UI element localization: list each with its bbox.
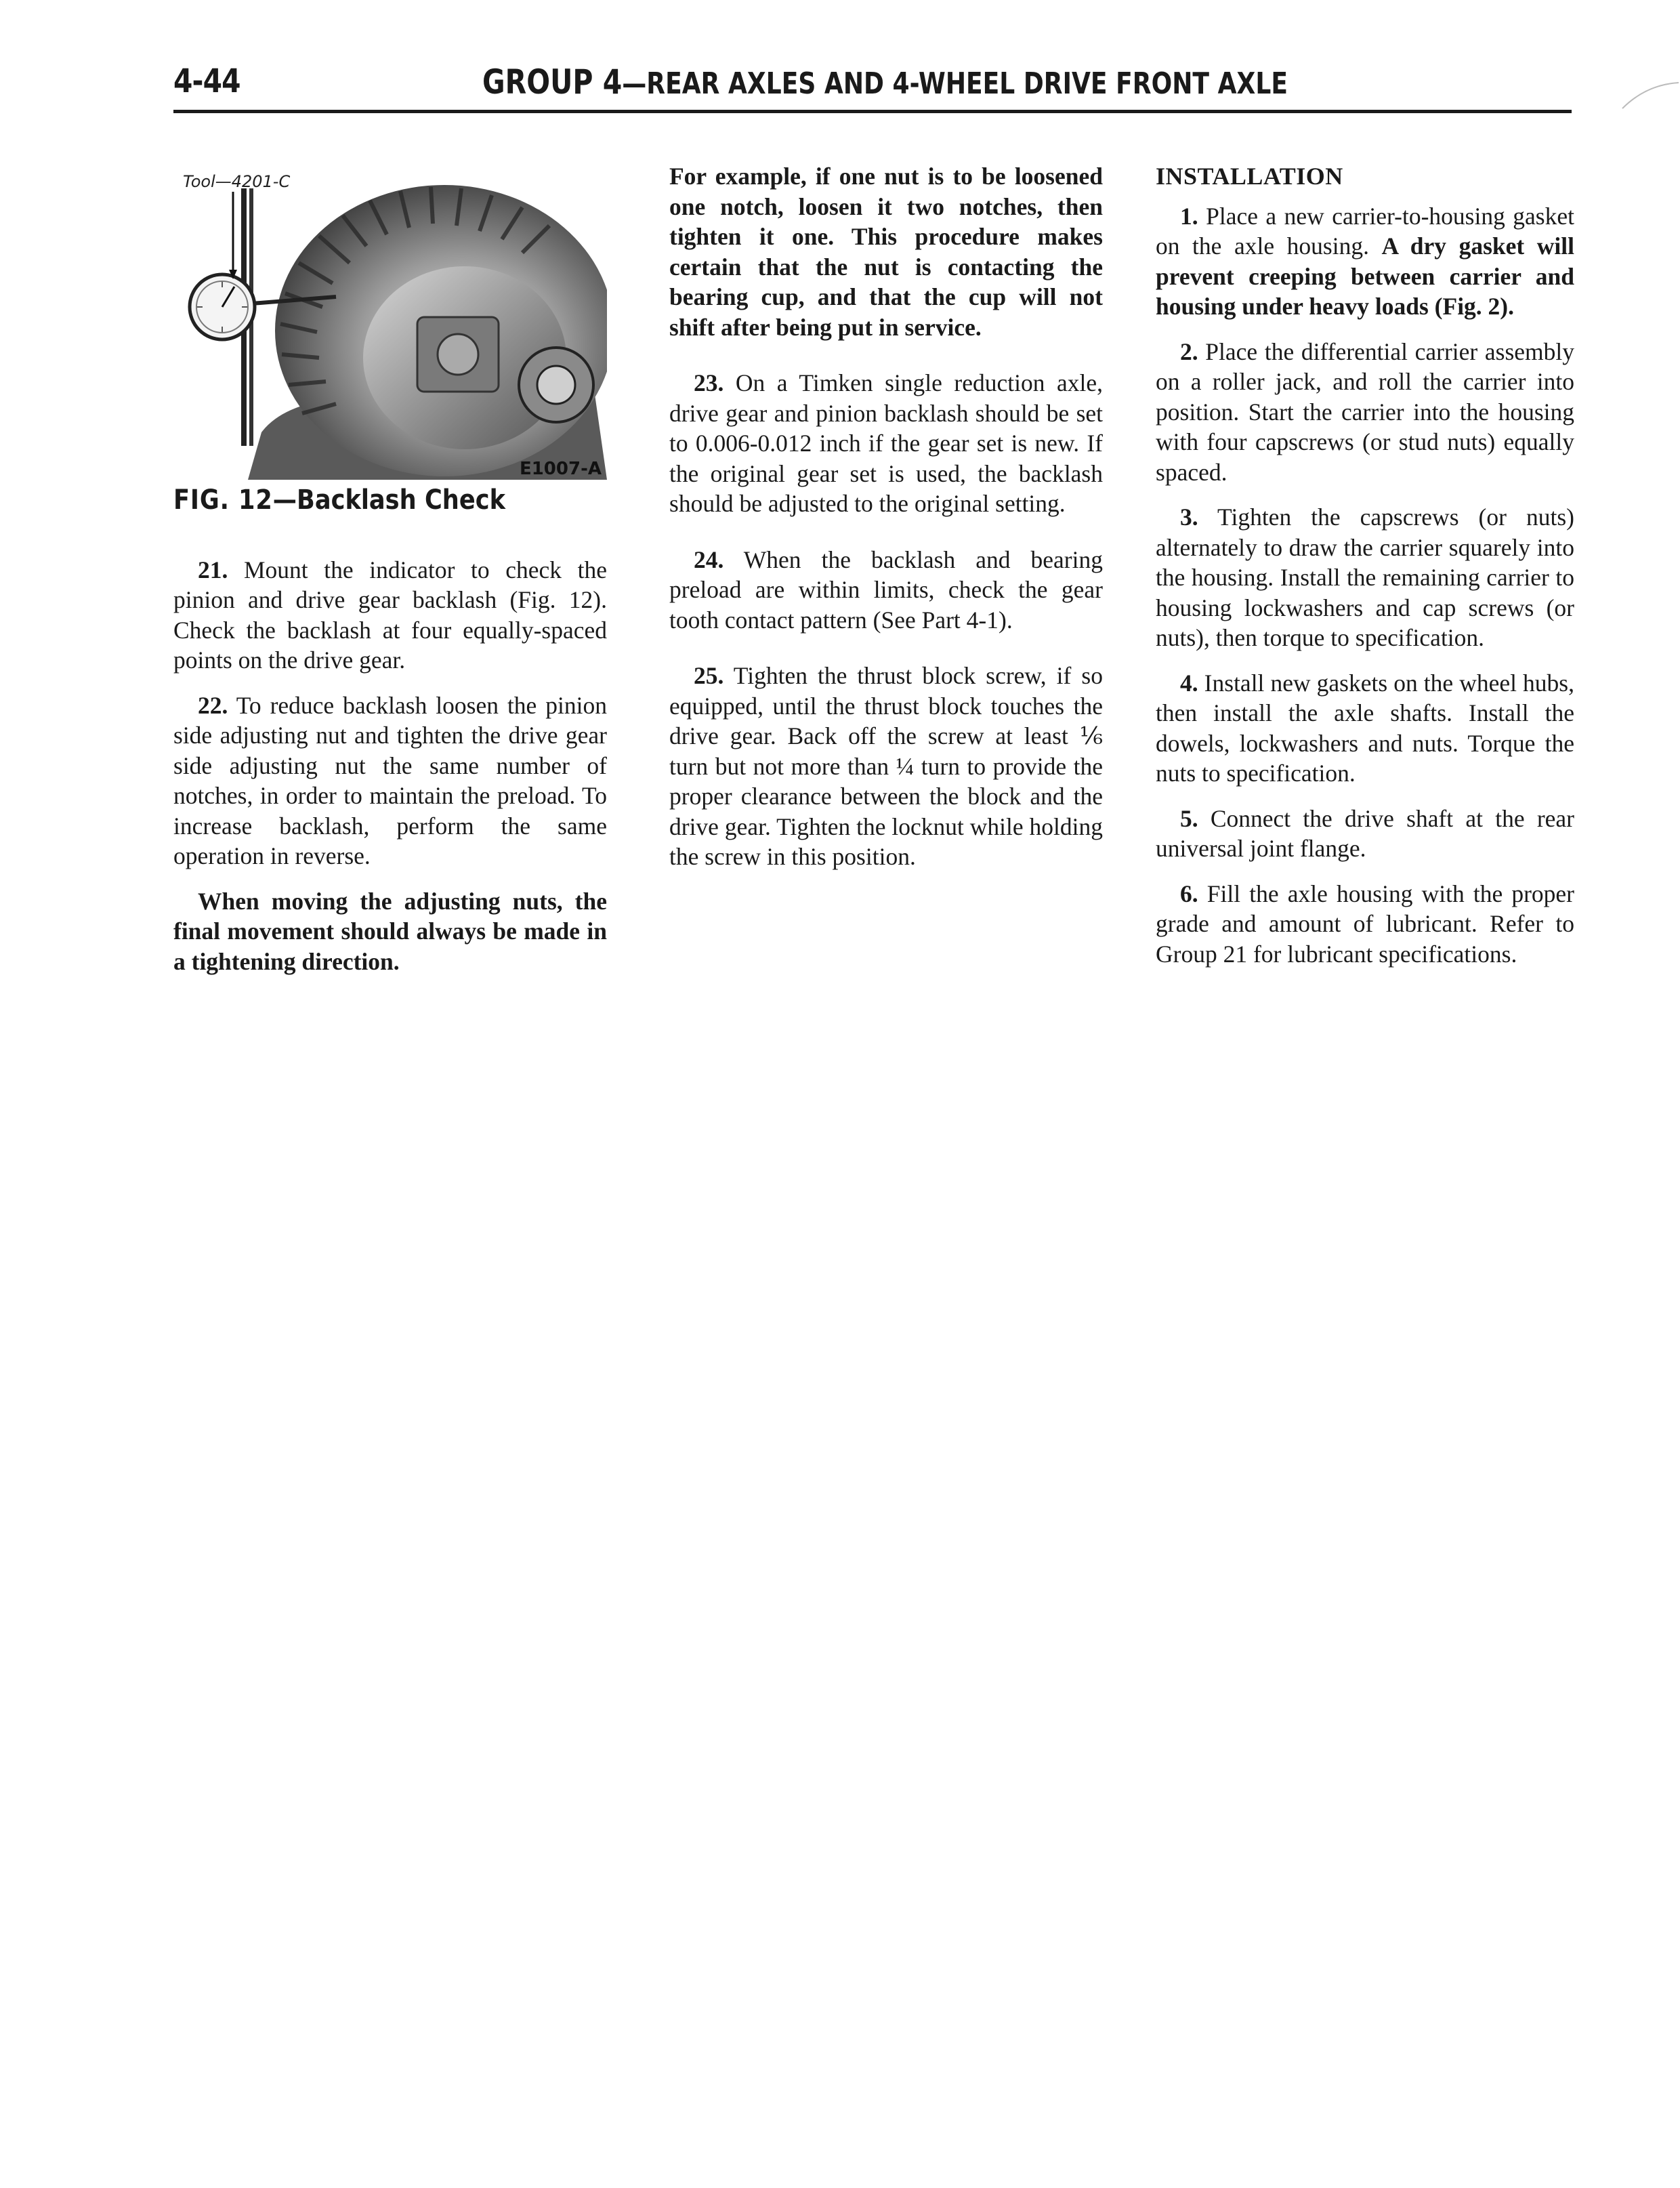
install-step-1-text: Place a new carrier-to-housing gasket on the axle housing. xyxy=(1156,202,1574,260)
install-step-3-text: Tighten the capscrews (or nuts) alternately to draw the carrier squarely into the housing. Install the remaining carrier to housing lockwashers and cap screws (or nuts), then torque to specification. xyxy=(1156,503,1574,651)
differential-gear-illustration xyxy=(173,161,607,480)
group-title: —REAR AXLES AND 4-WHEEL DRIVE FRONT AXLE xyxy=(622,66,1288,101)
step-21-text: Mount the indicator to check the pinion and drive gear backlash (Fig. 12). Check the backlash at four equally-spaced points on the drive gear. xyxy=(173,556,607,674)
install-step-3-number: 3. xyxy=(1180,503,1198,531)
install-step-1-number: 1. xyxy=(1180,202,1198,230)
note-example: For example, if one nut is to be loosened one notch, loosen it two notches, then tighten it one. This procedure makes certain that the nut is contacting the bearing cup, and that the cup will not shift after being put in service. xyxy=(669,163,1103,341)
install-step-4-text: Install new gaskets on the wheel hubs, then install the axle shafts. Install the dowels, lockwashers and nuts. Torque the nuts to specification. xyxy=(1156,669,1574,787)
tool-label: Tool—4201-C xyxy=(183,172,291,191)
install-step-2-number: 2. xyxy=(1180,337,1198,365)
note-tightening: When moving the adjusting nuts, the final movement should always be made in a tightening direction. xyxy=(173,887,607,975)
section-heading-installation: INSTALLATION xyxy=(1156,163,1343,190)
step-23 xyxy=(669,368,1103,519)
figure-backlash-check xyxy=(173,161,607,480)
install-step-1 xyxy=(1156,201,1574,322)
step-23-text: On a Timken single reduction axle, drive gear and pinion backlash should be set to 0.006-0.012 inch if the gear set is new. If the original gear set is used, the backlash should be adjusted to the original setting. xyxy=(669,369,1103,517)
install-step-6-number: 6. xyxy=(1180,880,1198,907)
page-number: 4-44 xyxy=(173,62,240,100)
step-22 xyxy=(173,690,607,871)
figure-caption-text: —Backlash Check xyxy=(272,484,505,516)
column-2 xyxy=(669,161,1103,887)
page-header xyxy=(173,62,1572,103)
column-1 xyxy=(173,161,607,991)
group-label: GROUP 4 xyxy=(482,62,623,102)
step-25-text: Tighten the thrust block screw, if so equipped, until the thrust block touches the drive gear. Back off the screw at least ⅙ turn but not more than ¼ turn to provide the proper clearance between the block and the drive gear. Tighten the locknut while holding the screw in this position. xyxy=(669,662,1103,870)
install-step-4-number: 4. xyxy=(1180,669,1198,697)
step-21 xyxy=(173,555,607,676)
page-title xyxy=(482,62,1288,102)
figure-caption-number: FIG. 12 xyxy=(173,484,273,516)
install-step-2-text: Place the differential carrier assembly on a roller jack, and roll the carrier into position. Start the carrier into the housing with four capscrews (or stud nuts) equally spaced. xyxy=(1156,337,1574,486)
step-23-number: 23. xyxy=(694,369,724,396)
install-step-5-text: Connect the drive shaft at the rear universal joint flange. xyxy=(1156,804,1574,862)
install-step-5 xyxy=(1156,804,1574,864)
install-step-6 xyxy=(1156,879,1574,970)
image-code: E1007-A xyxy=(519,459,602,479)
install-step-2 xyxy=(1156,337,1574,488)
install-step-3 xyxy=(1156,502,1574,653)
header-rule xyxy=(173,110,1572,113)
page-corner-curve xyxy=(1619,81,1680,142)
column-3 xyxy=(1156,161,1574,984)
install-step-6-text: Fill the axle housing with the proper grade and amount of lubricant. Refer to Group 21 for lubricant specifications. xyxy=(1156,880,1574,968)
install-step-1-note: A dry gasket will prevent creeping between carrier and housing under heavy loads (Fig. 2). xyxy=(1156,232,1574,320)
figure-caption xyxy=(173,485,555,516)
step-22-text: To reduce backlash loosen the pinion side adjusting nut and tighten the drive gear side adjusting nut the same number of notches, in order to maintain the preload. To increase backlash, perform the same operation in reverse. xyxy=(173,691,607,869)
step-22-number: 22. xyxy=(198,691,228,719)
step-21-number: 21. xyxy=(198,556,228,583)
step-24-text: When the backlash and bearing preload are within limits, check the gear tooth contact pattern (See Part 4-1). xyxy=(669,545,1103,634)
step-25 xyxy=(669,661,1103,872)
step-25-number: 25. xyxy=(694,662,724,689)
step-24-number: 24. xyxy=(694,545,724,573)
install-step-4 xyxy=(1156,668,1574,789)
install-step-5-number: 5. xyxy=(1180,804,1198,832)
step-24 xyxy=(669,545,1103,636)
